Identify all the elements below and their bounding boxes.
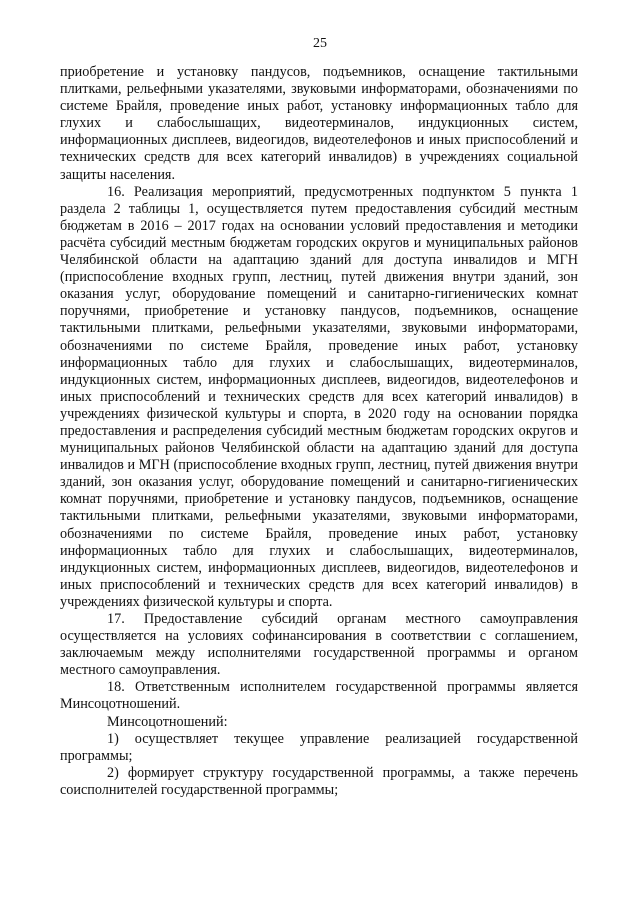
page-body [60, 64, 578, 799]
paragraph-item-16: 16. Реализация мероприятий, предусмотренных подпунктом 5 пункта 1 раздела 2 таблицы 1, осуществляется путем предоставления субсидий местным бюджетам в 2016 – 2017 годах на основании условий предоставления и методики расчёта субсидий местным бюджетам городских округов и муниципальных районов Челябинской области на адаптацию зданий для доступа инвалидов и МГН (приспособление входных групп, лестниц, путей движения внутри зданий, зон оказания услуг, оборудование помещений и санитарно-гигиенических комнат поручнями, приобретение и установку пандусов, подъемников, оснащение тактильными плитками, рельефными указателями, звуковыми информаторами, обозначениями по системе Брайля, проведение иных работ, установку информационных табло для глухих и слабослышащих, видеотерминалов, индукционных систем, информационных дисплеев, видеогидов, видеотелефонов и иных приспособлений и технических средств для всех категорий инвалидов) в учреждениях физической культуры и спорта, в 2020 году на основании порядка предоставления и распределения субсидий местным бюджетам городских округов и муниципальных районов Челябинской области на адаптацию зданий для доступа инвалидов и МГН (приспособление входных групп, лестниц, путей движения внутри зданий, зон оказания услуг, оборудование помещений и санитарно-гигиенических комнат поручнями, приобретение и установку пандусов, подъемников, оснащение тактильными плитками, рельефными указателями, звуковыми информаторами, обозначениями по системе Брайля, проведение иных работ, установку информационных табло для глухих и слабослышащих, видеотерминалов, индукционных систем, информационных дисплеев, видеогидов, видеотелефонов и иных приспособлений и технических средств для всех категорий инвалидов) в учреждениях физической культуры и спорта. [60, 183, 578, 610]
page-number: 25 [313, 36, 327, 51]
paragraph-duty-2: 2) формирует структуру государственной программы, а также перечень соисполнителей государственной программы; [60, 764, 578, 798]
paragraph-continuation: приобретение и установку пандусов, подъемников, оснащение тактильными плитками, рельефными указателями, звуковыми информаторами, обозначениями по системе Брайля, проведение иных работ, установку информационных табло для глухих и слабослышащих, видеотерминалов, индукционных систем, информационных дисплеев, видеогидов, видеотелефонов и иных приспособлений и технических средств для всех категорий инвалидов) в учреждениях социальной защиты населения. [60, 64, 578, 183]
paragraph-item-18: 18. Ответственным исполнителем государственной программы является Минсоцотношений. [60, 679, 578, 713]
paragraph-ministry-heading: Минсоцотношений: [107, 713, 228, 730]
paragraph-item-17: 17. Предоставление субсидий органам местного самоуправления осуществляется на условиях софинансирования в соответствии с соглашением, заключаемым между исполнителями государственной программы и органом местного самоуправления. [60, 611, 578, 679]
paragraph-duty-1: 1) осуществляет текущее управление реализацией государственной программы; [60, 730, 578, 764]
